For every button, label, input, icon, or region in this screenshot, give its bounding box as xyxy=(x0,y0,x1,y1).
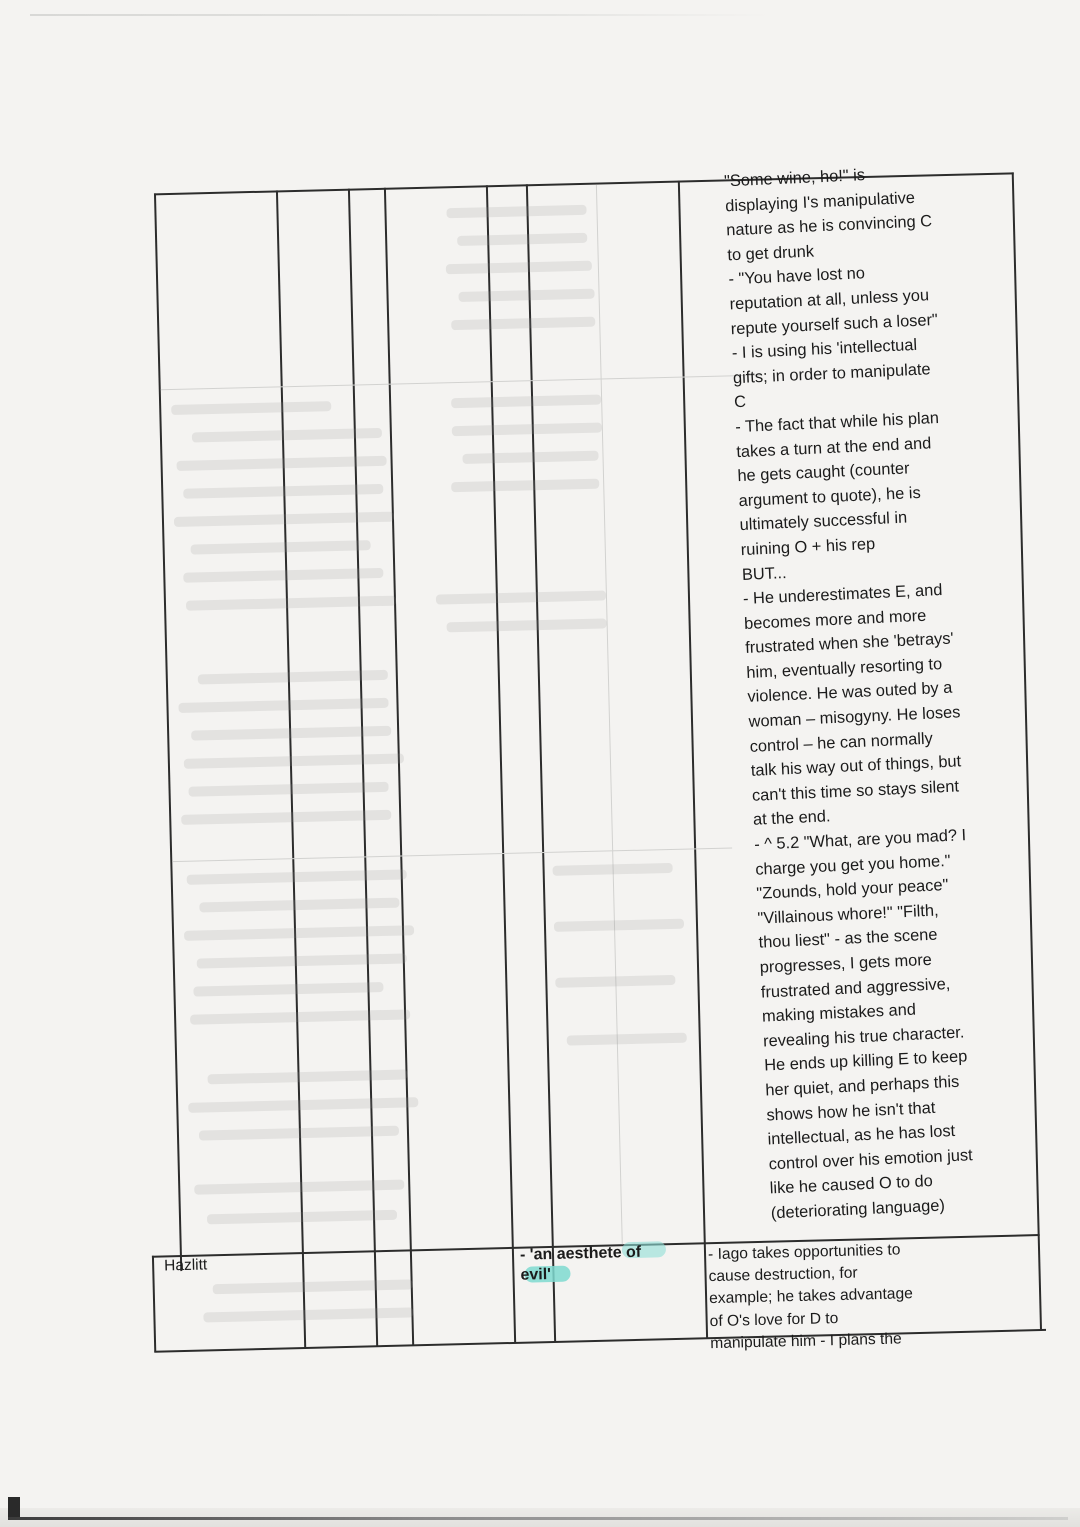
bleed-through-text xyxy=(193,982,383,997)
note-line: intellectual, as he has lost xyxy=(767,1122,956,1149)
bleed-through-line xyxy=(596,185,623,1245)
note-line: "Some wine, ho!" is xyxy=(723,166,866,191)
bleed-through-text xyxy=(446,261,592,275)
bleed-through-text xyxy=(190,1009,410,1024)
bleed-through-text xyxy=(553,863,673,876)
bleed-through-line xyxy=(172,847,732,862)
note-line: to get drunk xyxy=(727,242,815,265)
column-divider-2 xyxy=(348,189,378,1347)
page-bottom-line xyxy=(8,1517,1068,1520)
critic-quote xyxy=(520,1242,671,1286)
note-line: progresses, I gets more xyxy=(759,950,933,977)
bleed-through-text xyxy=(183,568,383,583)
bleed-through-text xyxy=(184,925,414,941)
bleed-through-text xyxy=(462,451,598,464)
notes-table xyxy=(126,154,1047,1370)
bleed-through-text xyxy=(184,753,404,768)
note-line: nature as he is convincing C xyxy=(725,212,933,240)
bleed-through-text xyxy=(457,233,587,246)
note-line: argument to quote), he is xyxy=(738,483,922,510)
note-line: revealing his true character. xyxy=(762,1023,965,1051)
note-line: frustrated and aggressive, xyxy=(760,974,951,1002)
bleed-through-text xyxy=(171,401,331,415)
note-line: - The fact that while his plan xyxy=(734,408,940,437)
note-line: ultimately successful in xyxy=(739,508,908,535)
note-line: repute yourself such a loser" xyxy=(730,310,939,338)
note-line: displaying I's manipulative xyxy=(724,188,916,216)
note-line: he gets caught (counter xyxy=(737,459,910,486)
bleed-through-text xyxy=(452,423,602,437)
note-line: woman – misogyny. He loses xyxy=(748,703,961,731)
bleed-through-text xyxy=(186,596,396,611)
bleed-through-text xyxy=(458,289,594,302)
bleed-through-text xyxy=(181,810,391,825)
note-line: at the end. xyxy=(752,807,831,830)
bleed-through-text xyxy=(213,1279,413,1294)
note-line: "Zounds, hold your peace" xyxy=(756,876,949,903)
note-line: example; he takes advantage xyxy=(708,1285,914,1308)
column-divider-4 xyxy=(486,185,516,1343)
note-line: - Iago takes opportunities to xyxy=(707,1241,901,1264)
note-line: - ^ 5.2 "What, are you mad? I xyxy=(753,826,967,854)
note-line: violence. He was outed by a xyxy=(747,679,953,707)
column-divider-1 xyxy=(276,190,306,1348)
note-line: making mistakes and xyxy=(761,1000,917,1026)
note-line: control over his emotion just xyxy=(768,1145,973,1174)
bleed-through-text xyxy=(191,540,371,554)
bleed-through-text xyxy=(208,1069,408,1084)
hazlitt-analysis xyxy=(708,1238,961,1355)
note-line: - "You have lost no xyxy=(728,264,866,289)
bleed-through-text xyxy=(188,1097,418,1113)
bleed-through-text xyxy=(447,618,607,632)
bleed-through-text xyxy=(451,395,601,409)
bleed-through-text xyxy=(188,782,388,797)
note-line: He ends up killing E to keep xyxy=(763,1047,968,1075)
note-line: frustrated when she 'betrays' xyxy=(744,629,955,658)
note-line: him, eventually resorting to xyxy=(746,654,943,682)
note-line: ruining O + his rep xyxy=(740,534,876,559)
page-edge-line xyxy=(30,14,770,16)
note-line: manipulate him - I plans the xyxy=(710,1330,902,1352)
critic-name: Hazlitt xyxy=(163,1256,208,1275)
note-line: of O's love for D to xyxy=(709,1309,839,1330)
note-line: - He underestimates E, and xyxy=(742,581,943,609)
note-line: talk his way out of things, but xyxy=(750,752,962,781)
note-line: her quiet, and perhaps this xyxy=(764,1072,960,1100)
bleed-through-text xyxy=(197,953,407,968)
quote-line: - 'an aesthete of xyxy=(519,1243,642,1264)
column-divider-3 xyxy=(384,188,414,1346)
note-line: "Villainous whore!" "Filth, xyxy=(757,901,939,928)
binding-mark xyxy=(8,1497,20,1519)
table-left-border-lower xyxy=(152,1256,156,1352)
bleed-through-text xyxy=(451,317,595,331)
quote-line: evil' xyxy=(520,1266,552,1284)
note-line: gifts; in order to manipulate xyxy=(732,360,931,387)
bleed-through-text xyxy=(554,919,684,932)
note-line: control – he can normally xyxy=(749,729,934,756)
note-line: reputation at all, unless you xyxy=(729,286,930,314)
note-line: charge you get you home." xyxy=(754,851,951,879)
note-line: can't this time so stays silent xyxy=(751,777,960,805)
column-divider-6 xyxy=(678,181,708,1339)
bleed-through-text xyxy=(567,1033,687,1046)
note-line: becomes more and more xyxy=(743,606,927,633)
bleed-through-text xyxy=(436,590,606,604)
bleed-through-text xyxy=(555,975,675,988)
bleed-through-text xyxy=(187,869,407,884)
note-line: cause destruction, for xyxy=(708,1264,858,1286)
bleed-through-text xyxy=(199,898,399,913)
bleed-through-line xyxy=(161,375,761,391)
note-line: (deteriorating language) xyxy=(770,1196,946,1223)
bleed-through-text xyxy=(178,698,388,713)
note-line: thou liest" - as the scene xyxy=(758,925,938,953)
bleed-through-text xyxy=(446,205,586,218)
note-line: like he caused O to do xyxy=(769,1172,934,1198)
table-left-border xyxy=(154,193,182,1271)
note-line: takes a turn at the end and xyxy=(735,433,932,461)
note-line: - I is using his 'intellectual xyxy=(731,336,918,363)
note-line: shows how he isn't that xyxy=(766,1098,936,1125)
column-divider-5 xyxy=(526,184,556,1342)
analysis-column xyxy=(724,157,1052,1226)
note-line: C xyxy=(733,393,747,412)
bleed-through-text xyxy=(451,479,599,493)
bleed-through-text xyxy=(203,1307,413,1322)
note-line: BUT... xyxy=(741,563,787,584)
